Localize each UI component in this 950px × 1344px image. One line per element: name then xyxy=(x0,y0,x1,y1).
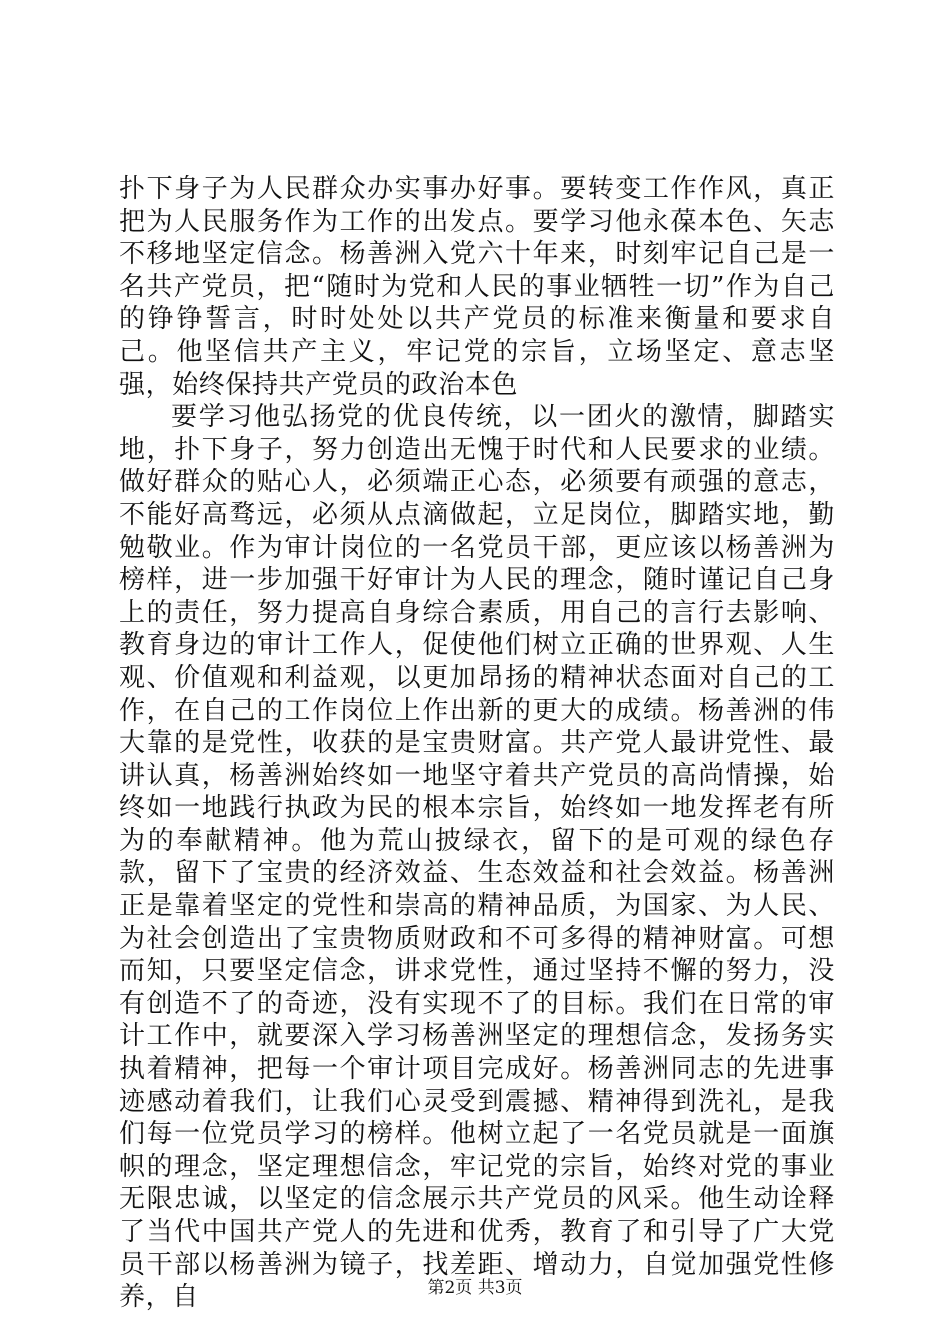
paragraph-2: 要学习他弘扬党的优良传统，以一团火的激情，脚踏实地，扑下身子，努力创造出无愧于时代和人民要求的业绩。做好群众的贴心人，必须端正心态，必须要有顽强的意志，不能好高骛远，必须从点滴做起，立足岗位，脚踏实地，勤勉敬业。作为审计岗位的一名党员干部，更应该以杨善洲为榜样，进一步加强干好审计为人民的理念，随时谨记自己身上的责任，努力提高自身综合素质，用自己的言行去影响、教育身边的审计工作人，促使他们树立正确的世界观、人生观、价值观和利益观，以更加昂扬的精神状态面对自己的工作，在自己的工作岗位上作出新的更大的成绩。杨善洲的伟大靠的是党性，收获的是宝贵财富。共产党人最讲党性、最讲认真，杨善洲始终如一地坚守着共产党员的高尚情操，始终如一地践行执政为民的根本宗旨，始终如一地发挥老有所为的奉献精神。他为荒山披绿衣，留下的是可观的绿色存款，留下了宝贵的经济效益、生态效益和社会效益。杨善洲正是靠着坚定的党性和崇高的精神品质，为国家、为人民、为社会创造出了宝贵物质财政和不可多得的精神财富。可想而知，只要坚定信念，讲求党性，通过坚持不懈的努力，没有创造不了的奇迹，没有实现不了的目标。我们在日常的审计工作中，就要深入学习杨善洲坚定的理想信念，发扬务实执着精神，把每一个审计项目完成好。杨善洲同志的先进事迹感动着我们，让我们心灵受到震撼、精神得到洗礼，是我们每一位党员学习的榜样。他树立起了一名党员就是一面旗帜的理念，坚定理想信念，牢记党的宗旨，始终对党的事业无限忠诚，以坚定的信念展示共产党员的风采。他生动诠释了当代中国共产党人的先进和优秀，教育了和引导了广大党员干部以杨善洲为镜子，找差距、增动力，自觉加强党性修养，自 xyxy=(119,402,835,1313)
document-body xyxy=(119,173,835,1314)
page-footer: 第2页 共3页 xyxy=(427,1278,523,1298)
paragraph-1: 扑下身子为人民群众办实事办好事。要转变工作作风，真正把为人民服务作为工作的出发点。要学习他永葆本色、矢志不移地坚定信念。杨善洲入党六十年来，时刻牢记自己是一名共产党员，把“随时为党和人民的事业牺牲一切”作为自己的铮铮誓言，时时处处以共产党员的标准来衡量和要求自己。他坚信共产主义，牢记党的宗旨，立场坚定、意志坚强，始终保持共产党员的政治本色 xyxy=(119,174,835,400)
